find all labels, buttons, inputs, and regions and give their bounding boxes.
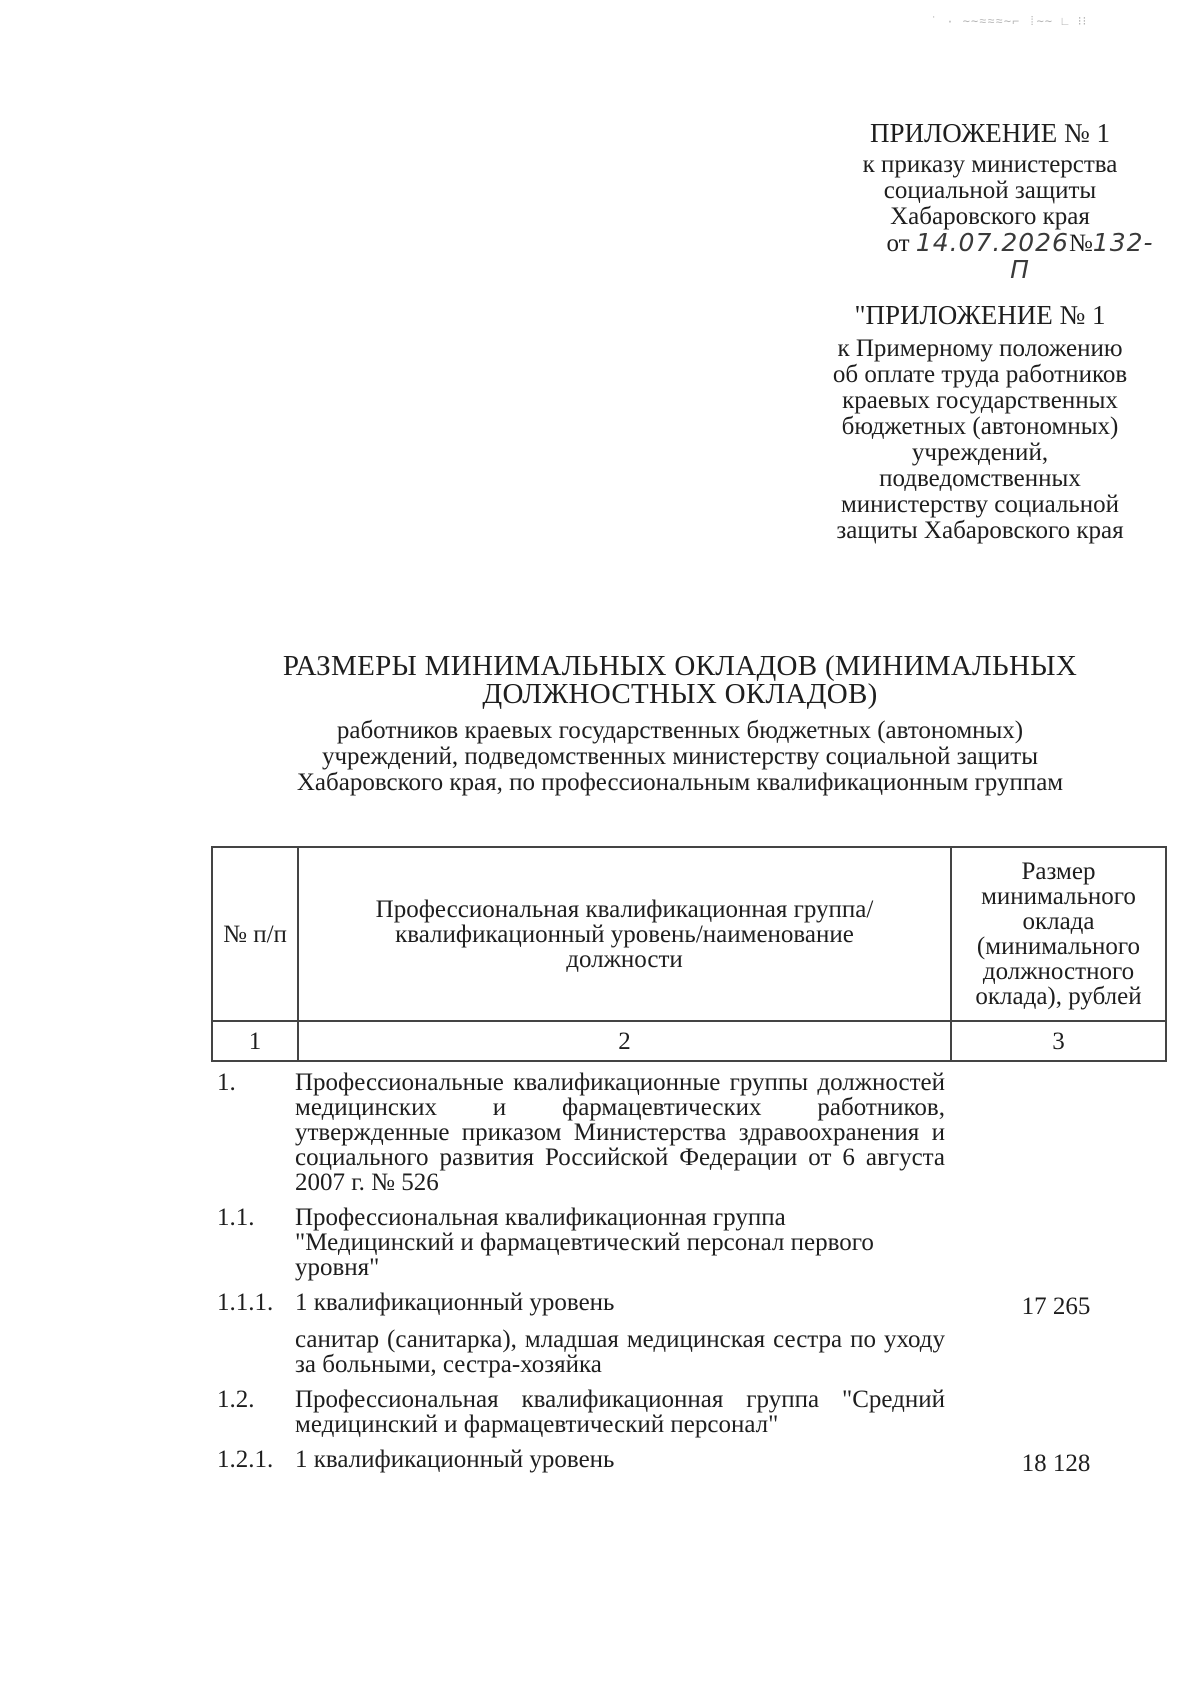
subtitle-line: учреждений, подведомственных министерству социальной защиты: [321, 743, 1038, 770]
regulation-reference-block: [800, 302, 1160, 544]
row-num: 1.2.1.: [217, 1446, 274, 1473]
row-num: 1.1.1.: [217, 1289, 274, 1316]
table-header-row: [212, 847, 1166, 1021]
table-row: [211, 1447, 1167, 1476]
column-number: 1: [212, 1021, 298, 1061]
regulation-line: бюджетных (автономных): [841, 413, 1119, 440]
header-group: Профессиональная квалификационная группа/ квалификационный уровень/наименование должности: [298, 847, 951, 1021]
table-row: [211, 1290, 1167, 1319]
column-number: 2: [298, 1021, 951, 1061]
header-salary: Размер минимального оклада (минимального должностного оклада), рублей: [951, 847, 1166, 1021]
inner-appendix-title: "ПРИЛОЖЕНИЕ № 1: [854, 300, 1106, 330]
number-sign: №: [1068, 230, 1093, 257]
salary-table-header: [211, 846, 1167, 1062]
order-reference-block: [820, 120, 1160, 284]
row-value: [945, 1327, 1167, 1331]
title-subtitle: [230, 718, 1130, 796]
table-row: [211, 1387, 1167, 1437]
regulation-line: об оплате труда работников: [832, 361, 1128, 388]
table-row: [211, 1205, 1167, 1280]
row-text: 1 квалификационный уровень: [295, 1446, 615, 1473]
row-num: 1.: [217, 1069, 236, 1096]
regulation-line: министерству социальной: [840, 491, 1120, 518]
order-line: к приказу министерства: [862, 151, 1118, 178]
header-num: № п/п: [212, 847, 298, 1021]
row-value: 18 128: [1021, 1450, 1091, 1477]
row-num: 1.1.: [217, 1204, 255, 1231]
title-main-line: ДОЛЖНОСТНЫХ ОКЛАДОВ): [482, 678, 878, 710]
row-value: [945, 1070, 1167, 1074]
regulation-line: подведомственных: [879, 465, 1081, 492]
regulation-line: защиты Хабаровского края: [836, 517, 1124, 544]
document-title: [230, 652, 1130, 796]
regulation-line: краевых государственных: [842, 387, 1118, 414]
regulation-line: учреждений,: [911, 439, 1049, 466]
column-number-row: [212, 1021, 1166, 1061]
subtitle-line: Хабаровского края, по профессиональным квалификационным группам: [296, 769, 1064, 796]
row-text: 1 квалификационный уровень: [295, 1289, 615, 1316]
scan-artifact: ˙ · ∼∼≈≈≈∼⌐ ⁞∼∼ ∟ ⁝⁝: [930, 15, 1088, 29]
subtitle-line: работников краевых государственных бюджетных (автономных): [336, 717, 1024, 744]
order-date-line: [820, 230, 1160, 284]
salary-table-body: [211, 1070, 1167, 1476]
column-number: 3: [951, 1021, 1166, 1061]
row-text: Профессиональные квалификационные группы должностей медицинских и фармацевтических работников, утвержденные приказом Министерства здравоохранения и социального развития Российской Федерации от 6 августа 2007 г. № 526: [295, 1069, 945, 1196]
row-value: [945, 1387, 1167, 1391]
row-text: Профессиональная квалификационная группа "Медицинский и фармацевтический персонал первого уровня": [295, 1204, 874, 1281]
row-value: [945, 1205, 1167, 1209]
order-line: Хабаровского края: [890, 203, 1090, 230]
row-value: 17 265: [1021, 1293, 1091, 1320]
order-line: социальной защиты: [883, 177, 1097, 204]
appendix-title: ПРИЛОЖЕНИЕ № 1: [869, 118, 1111, 148]
row-num: 1.2.: [217, 1386, 255, 1413]
regulation-line: к Примерному положению: [837, 335, 1123, 362]
table-row: [211, 1327, 1167, 1377]
row-text: санитар (санитарка), младшая медицинская сестра по уходу за больными, сестра-хозяйка: [295, 1326, 945, 1378]
title-main-line: РАЗМЕРЫ МИНИМАЛЬНЫХ ОКЛАДОВ (МИНИМАЛЬНЫХ: [282, 650, 1078, 682]
handwritten-number: 132-П: [1010, 228, 1154, 284]
date-prefix: от: [886, 230, 910, 257]
handwritten-date: 14.07.2026: [915, 228, 1069, 257]
row-text: Профессиональная квалификационная группа "Средний медицинский и фармацевтический персонал": [295, 1386, 945, 1438]
table-row: [211, 1070, 1167, 1195]
